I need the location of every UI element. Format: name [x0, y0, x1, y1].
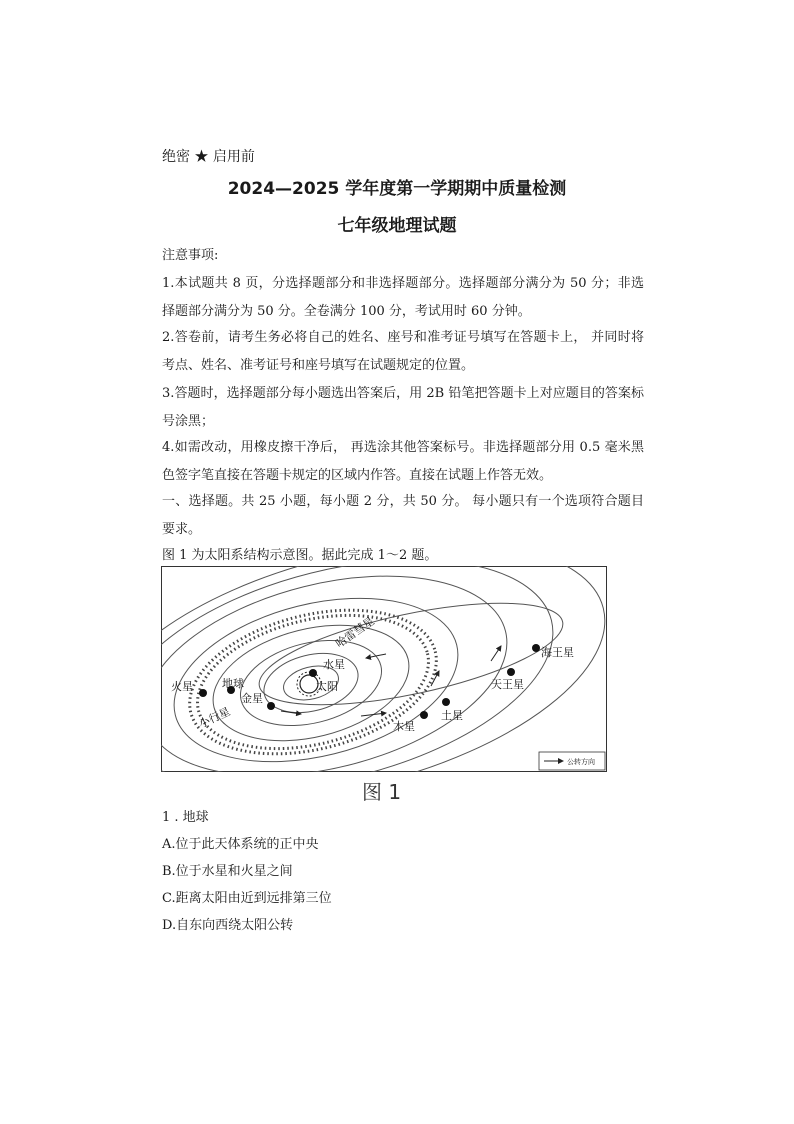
question-1-option-d: D.自东向西绕太阳公转 — [162, 918, 294, 933]
jupiter-dot — [420, 711, 428, 719]
figure-frame — [162, 567, 607, 772]
sun-label: 太阳 — [316, 680, 338, 693]
mercury-label: 水星 — [323, 658, 345, 671]
mars-dot — [199, 689, 207, 697]
solar-system-diagram — [161, 566, 607, 772]
note-item-2: 2.答卷前，请考生务必将自己的姓名、座号和准考证号填写在答题卡上， 并同时将考点、姓名、准考证号和座号填写在试题规定的位置。 — [162, 330, 644, 373]
section-intro: 一、选择题。共 25 小题，每小题 2 分，共 50 分。 每小题只有一个选项符合题目要求。 — [162, 494, 644, 537]
note-item-4: 4.如需改动，用橡皮擦干净后， 再选涂其他答案标号。非选择题部分用 0.5 毫米黑色签字笔直接在答题卡规定的区域内作答。直接在试题上作答无效。 — [162, 440, 644, 483]
question-1-option-a: A.位于此天体系统的正中央 — [162, 837, 319, 852]
exam-subtitle: 七年级地理试题 — [337, 216, 457, 236]
asteroid-label: 小行星 — [196, 704, 233, 731]
figure-intro: 图 1 为太阳系结构示意图。据此完成 1～2 题。 — [162, 548, 438, 563]
note-item-1: 1.本试题共 8 页，分选择题部分和非选择题部分。选择题部分满分为 50 分；非选择题部分满分为 50 分。全卷满分 100 分，考试用时 60 分钟。 — [162, 276, 644, 319]
earth-label: 地球 — [222, 677, 244, 690]
neptune-dot — [532, 644, 540, 652]
venus-dot — [267, 702, 275, 710]
legend-label: 公转方向 — [567, 758, 595, 766]
neptune-label: 海王星 — [541, 646, 574, 659]
confidential-mark: 绝密 ★ 启用前 — [162, 149, 255, 165]
question-1-stem: 1 . 地球 — [162, 810, 209, 825]
exam-title: 2024—2025 学年度第一学期期中质量检测 — [227, 179, 567, 199]
question-1-option-c: C.距离太阳由近到远排第三位 — [162, 891, 332, 906]
notes-heading: 注意事项: — [162, 248, 219, 263]
uranus-label: 天王星 — [491, 678, 524, 691]
venus-label: 金星 — [241, 692, 263, 705]
legend — [539, 752, 605, 770]
mars-label: 火星 — [171, 680, 193, 693]
jupiter-label: 木星 — [393, 720, 415, 733]
saturn-label: 土星 — [441, 709, 463, 722]
note-item-3: 3.答题时，选择题部分每小题选出答案后，用 2B 铅笔把答题卡上对应题目的答案标号涂黑； — [162, 386, 644, 429]
mercury-dot — [309, 669, 317, 677]
saturn-dot — [442, 698, 450, 706]
comet-label: 哈雷彗星 — [333, 614, 377, 651]
question-1-option-b: B.位于水星和火星之间 — [162, 864, 293, 879]
uranus-dot — [507, 668, 515, 676]
figure-caption: 图 1 — [362, 780, 402, 804]
